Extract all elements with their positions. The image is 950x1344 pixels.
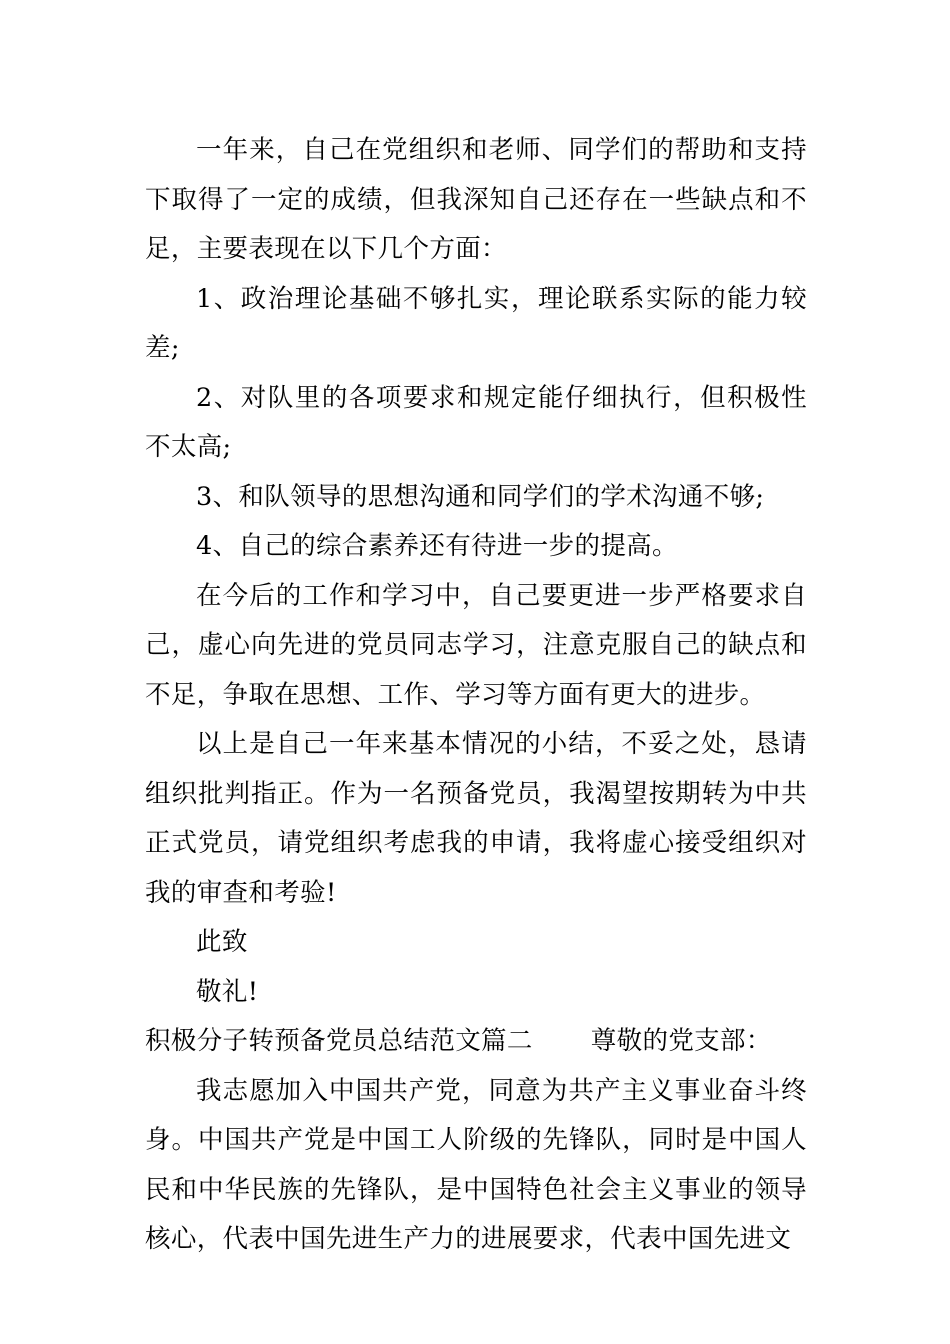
list-item-4: 4、自己的综合素养还有待进一步的提高。 [196,531,678,561]
closing-jingli: 敬礼! [196,976,259,1007]
list-item-2: 2、对队里的各项要求和规定能仔细执行，但积极性不太高; [145,382,807,462]
section-heading-line [145,1017,807,1067]
paragraph-intro: 一年来，自己在党组织和老师、同学们的帮助和支持下取得了一定的成绩，但我深知自己还存在一些缺点和不足，主要表现在以下几个方面： [145,135,807,264]
document-body [145,126,807,1265]
closing-cizhi: 此致 [196,927,248,957]
list-item-1: 1、政治理论基础不够扎实，理论联系实际的能力较差; [145,283,807,363]
paragraph-future-plan: 在今后的工作和学习中，自己要更进一步严格要求自己，虚心向先进的党员同志学习，注意克服自己的缺点和不足，争取在思想、工作、学习等方面有更大的进步。 [145,580,807,710]
paragraph-application: 我志愿加入中国共产党，同意为共产主义事业奋斗终身。中国共产党是中国工人阶级的先锋队，同时是中国人民和中华民族的先锋队，是中国特色社会主义事业的领导核心，代表中国先进生产力的进展要求，代表中国先进文 [145,1075,807,1254]
list-item-3: 3、和队领导的思想沟通和同学们的学术沟通不够; [196,481,765,512]
salutation: 尊敬的党支部： [590,1026,772,1056]
section-title: 积极分子转预备党员总结范文篇二 [145,1026,533,1056]
paragraph-summary-request: 以上是自己一年来基本情况的小结，不妥之处，恳请组织批判指正。作为一名预备党员，我渴望按期转为中共正式党员，请党组织考虑我的申请，我将虚心接受组织对我的审查和考验! [145,729,807,908]
